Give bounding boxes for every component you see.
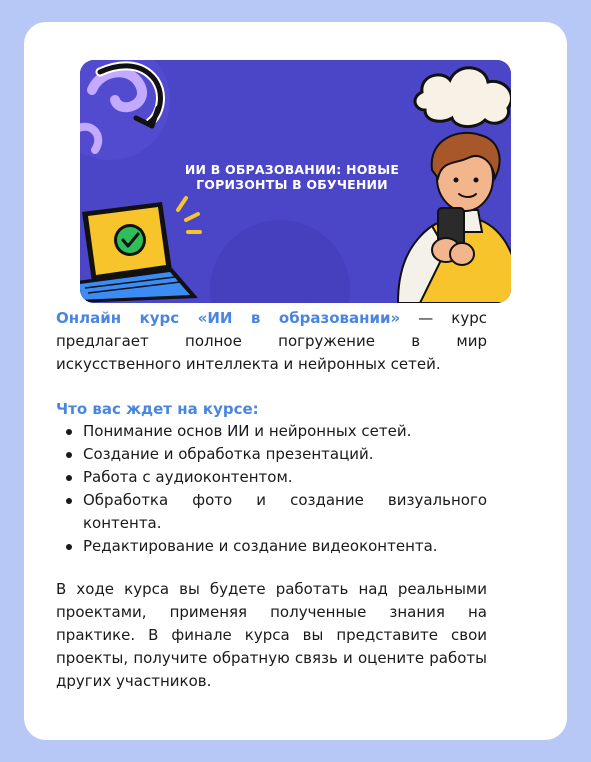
intro-paragraph xyxy=(56,307,487,376)
bullet-icon xyxy=(66,452,72,458)
course-name: Онлайн курс «ИИ в образовании» xyxy=(56,309,401,327)
section-heading: Что вас ждет на курсе: xyxy=(56,400,259,418)
list-item: Обработка фото и создание визуального контента. xyxy=(56,489,487,535)
bullet-icon xyxy=(66,429,72,435)
outro-paragraph: В ходе курса вы будете работать над реальными проектами, применяя полученные знания на практике. В финале курса вы представите свои проекты, получите обратную связь и оцените работы других участников. xyxy=(56,580,487,690)
intro-text: — курс предлагает полное погружение в мир искусственного интеллекта и нейронных сетей. xyxy=(56,309,487,373)
topics-list xyxy=(56,420,487,558)
course-banner xyxy=(80,60,511,303)
list-item: Понимание основ ИИ и нейронных сетей. xyxy=(56,420,487,443)
bullet-icon xyxy=(66,475,72,481)
list-item: Создание и обработка презентаций. xyxy=(56,443,487,466)
bullet-icon xyxy=(66,498,72,504)
list-item: Редактирование и создание видеоконтента. xyxy=(56,535,487,558)
bullet-icon xyxy=(66,544,72,550)
banner-title: ИИ В ОБРАЗОВАНИИ: НОВЫЕ ГОРИЗОНТЫ В ОБУЧЕНИИ xyxy=(184,162,400,192)
list-item: Работа с аудиоконтентом. xyxy=(56,466,487,489)
